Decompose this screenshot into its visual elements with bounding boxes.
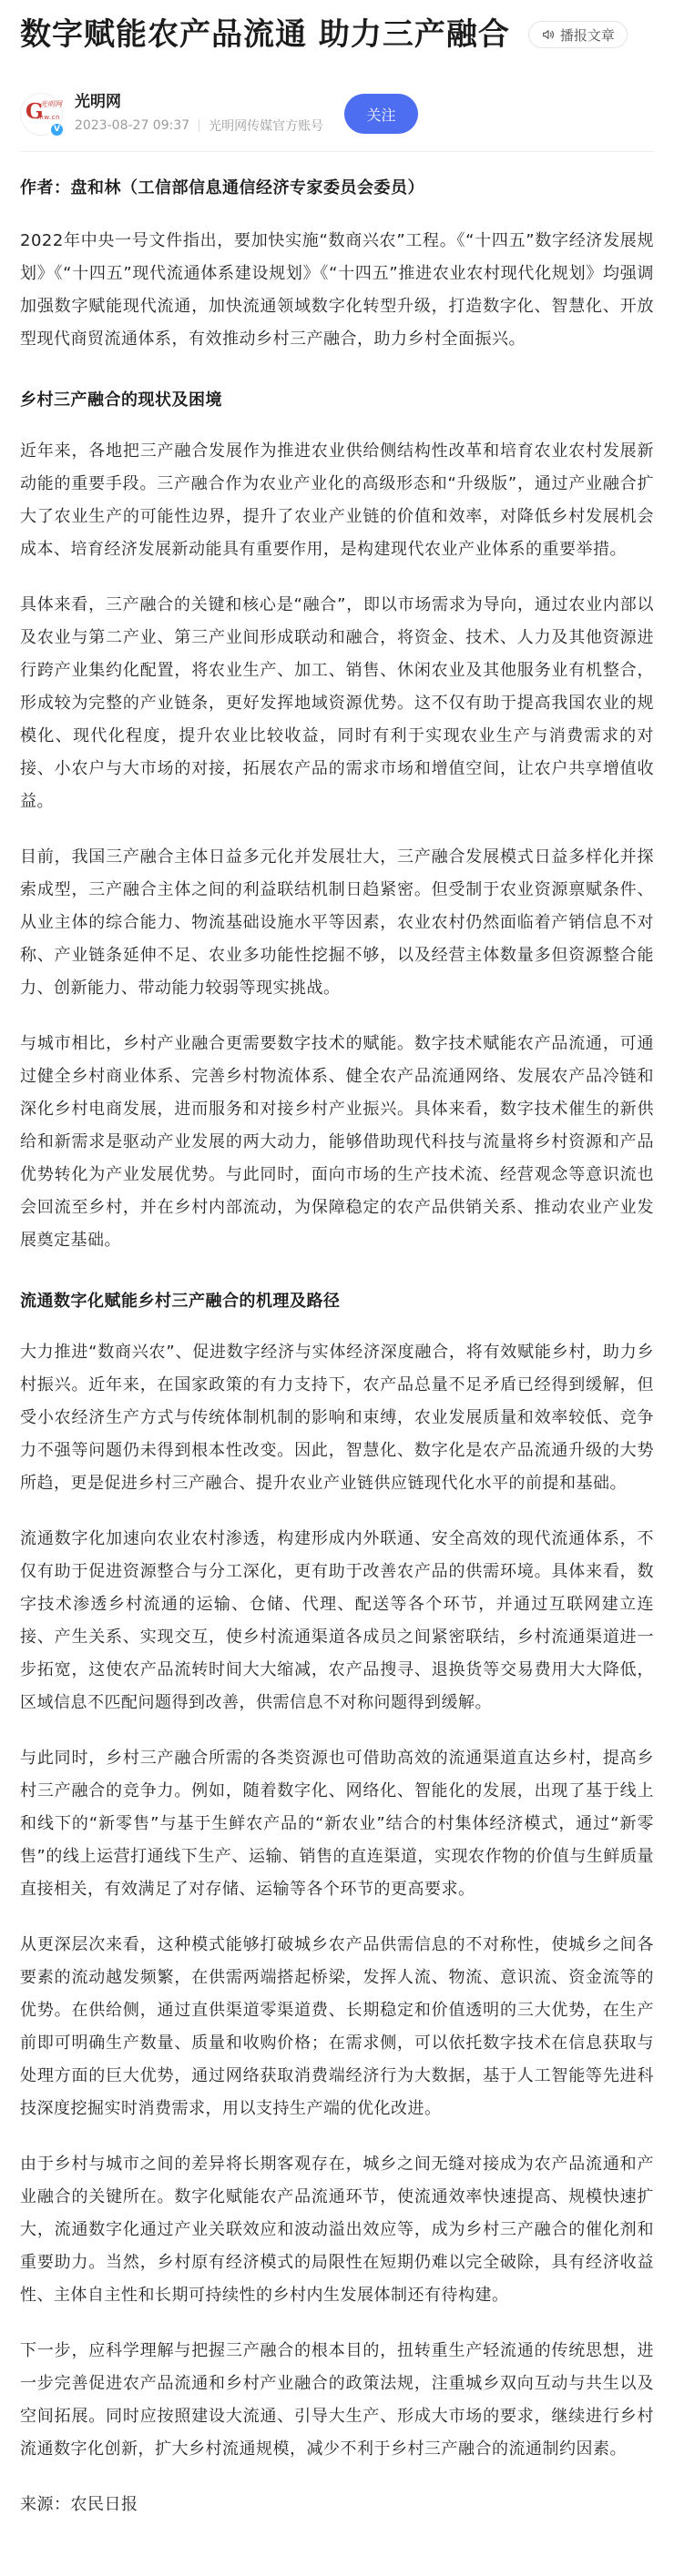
- article-paragraph: 由于乡村与城市之间的差异将长期客观存在，城乡之间无缝对接成为农产品流通和产业融合的关键所在。数字化赋能农产品流通环节，使流通效率快速提高、规模快速扩大，流通数字化通过产业关联效应和波动溢出效应等，成为乡村三产融合的催化剂和重要助力。当然，乡村原有经济模式的局限性在短期仍难以完全破除，具有经济收益性、主体自主性和长期可持续性的乡村内生发展体制还有待构建。: [20, 2155, 654, 2305]
- article-header: [20, 13, 654, 56]
- publisher-meta: [75, 117, 323, 135]
- publisher-account-desc: 光明网传媒官方账号: [209, 119, 324, 134]
- author-line: 作者：盘和林（工信部信息通信经济专家委员会委员）: [20, 178, 424, 198]
- section-heading: 乡村三产融合的现状及困境: [20, 390, 222, 410]
- article-paragraph: 目前，我国三产融合主体日益多元化并发展壮大，三产融合发展模式日益多样化并探索成型，三产融合主体之间的利益联结机制日趋紧密。但受制于农业资源禀赋条件、从业主体的综合能力、物流基础设施水平等因素，农业农村仍然面临着产销信息不对称、产业链条延伸不足、农业多功能性挖掘不够，以及经营主体数量多但资源整合能力、创新能力、带动能力较弱等现实挑战。: [20, 847, 654, 998]
- article-paragraph: 从更深层次来看，这种模式能够打破城乡农产品供需信息的不对称性，使城乡之间各要素的流动越发频繁，在供需两端搭起桥梁，发挥人流、物流、意识流、资金流等的优势。在供给侧，通过直供渠道零渠道费、长期稳定和价值透明的三大优势，在生产前即可明确生产数量、质量和收购价格；在需求侧，可以依托数字技术在信息获取与处理方面的巨大优势，通过网络获取消费端经济行为大数据，基于人工智能等先进科技深度挖掘实时消费需求，用以支持生产端的优化改进。: [20, 1935, 654, 2118]
- article-paragraph: 与城市相比，乡村产业融合更需要数字技术的赋能。数字技术赋能农产品流通，可通过健全乡村商业体系、完善乡村物流体系、健全农产品流通网络、发展农产品冷链和深化乡村电商发展，进而服务和对接乡村产业振兴。具体来看，数字技术催生的新供给和新需求是驱动产业发展的两大动力，能够借助现代科技与流量将乡村资源和产品优势转化为产业发展优势。与此同时，面向市场的生产技术流、经营观念等意识流也会回流至乡村，并在乡村内部流动，为保障稳定的农产品供销关系、推动农业产业发展奠定基础。: [20, 1034, 654, 1250]
- publisher-name[interactable]: 光明网: [75, 93, 121, 111]
- speaker-icon: [541, 27, 556, 42]
- publisher-info: [75, 93, 323, 135]
- article-paragraph: 流通数字化加速向农业农村渗透，构建形成内外联通、安全高效的现代流通体系，不仅有助于促进资源整合与分工深化，更有助于改善农产品的供需环境。具体来看，数字技术渗透乡村流通的运输、仓储、代理、配送等各个环节，并通过互联网建立连接、产生关系、实现交互，使乡村流通渠道各成员之间紧密联结，乡村流通渠道进一步拓宽，这使农产品流转时间大大缩减，农产品搜寻、退换货等交易费用大大降低，区域信息不匹配问题得到改善，供需信息不对称问题得到缓解。: [20, 1529, 654, 1712]
- avatar-brand-script: 光明网: [40, 99, 62, 108]
- section-heading: 流通数字化赋能乡村三产融合的机理及路径: [20, 1292, 341, 1311]
- read-aloud-button[interactable]: [528, 21, 628, 48]
- page-title: 数字赋能农产品流通 助力三产融合: [20, 16, 510, 53]
- publish-timestamp: 2023-08-27 09:37: [75, 118, 190, 133]
- avatar-logo-domain: mw.cn: [37, 113, 60, 121]
- source-line: 来源：农民日报: [20, 2495, 138, 2514]
- read-aloud-label: 播报文章: [559, 26, 615, 44]
- avatar-logo-letter: G: [26, 98, 44, 124]
- article-paragraph: 下一步，应科学理解与把握三产融合的根本目的，扭转重生产轻流通的传统思想，进一步完善促进农产品流通和乡村产业融合的政策法规，注重城乡双向互动与共生以及空间拓展。同时应按照建设大流通、引导大生产、形成大市场的要求，继续进行乡村流通数字化创新，扩大乡村流通规模，减少不利于乡村三产融合的流通制约因素。: [20, 2341, 654, 2459]
- article-body: [20, 175, 654, 2521]
- article-paragraph: 与此同时，乡村三产融合所需的各类资源也可借助高效的流通渠道直达乡村，提高乡村三产融合的竞争力。例如，随着数字化、网络化、智能化的发展，出现了基于线上和线下的“新零售”与基于生鲜农产品的“新农业”结合的村集体经济模式，通过“新零售”的线上运营打通线下生产、运输、销售的直连渠道，实现农作物的价值与生鲜质量直接相关，有效满足了对存储、运输等各个环节的更高要求。: [20, 1749, 654, 1899]
- publisher-bar: [20, 92, 654, 136]
- follow-button[interactable]: 关注: [344, 94, 418, 134]
- article-paragraph: 具体来看，三产融合的关键和核心是“融合”，即以市场需求为导向，通过农业内部以及农业与第二产业、第三产业间形成联动和融合，将资金、技术、人力及其他资源进行跨产业集约化配置，将农业生产、加工、销售、休闲农业及其他服务业有机整合，形成较为完整的产业链条，更好发挥地域资源优势。这不仅有助于提高我国农业的规模化、现代化程度，提升农业比较收益，同时有利于实现农业生产与消费需求的对接、小农户与大市场的对接，拓展农产品的需求市场和增值空间，让农户共享增值收益。: [20, 595, 654, 811]
- article-paragraph: 2022年中央一号文件指出，要加快实施“数商兴农”工程。《“十四五”数字经济发展规划》《“十四五”现代流通体系建设规划》《“十四五”推进农业农村现代化规划》均强调加强数字赋能现代流通，加快流通领域数字化转型升级，打造数字化、智慧化、开放型现代商贸流通体系，有效推动乡村三产融合，助力乡村全面振兴。: [20, 231, 654, 349]
- article-paragraph: 近年来，各地把三产融合发展作为推进农业供给侧结构性改革和培育农业农村发展新动能的重要手段。三产融合作为农业产业化的高级形态和“升级版”，通过产业融合扩大了农业生产的可能性边界，提升了农业产业链的价值和效率，对降低乡村发展机会成本、培育经济发展新动能具有重要作用，是构建现代农业产业体系的重要举措。: [20, 441, 654, 559]
- publisher-avatar[interactable]: [20, 93, 63, 136]
- header-divider: [20, 151, 654, 152]
- verified-badge-icon: V: [49, 122, 65, 137]
- article-paragraph: 大力推进“数商兴农”、促进数字经济与实体经济深度融合，将有效赋能乡村，助力乡村振兴。近年来，在国家政策的有力支持下，农产品总量不足矛盾已经得到缓解，但受小农经济生产方式与传统体制机制的影响和束缚，农业发展质量和效率较低、竞争力不强等问题仍未得到根本性改变。因此，智慧化、数字化是农产品流通升级的大势所趋，更是促进乡村三产融合、提升农业产业链供应链现代化水平的前提和基础。: [20, 1343, 654, 1493]
